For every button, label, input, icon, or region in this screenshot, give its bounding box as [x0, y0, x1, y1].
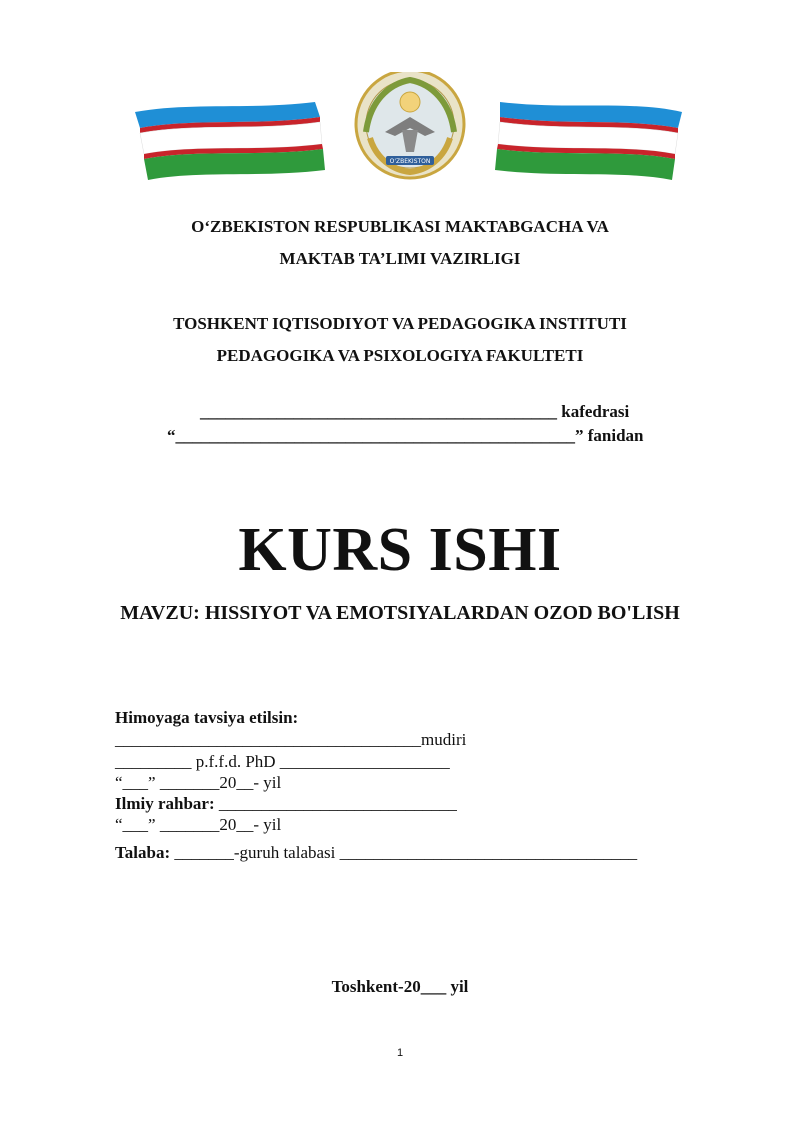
emblem-text: O'ZBEKISTON [389, 158, 431, 165]
document-title: KURS ISHI [238, 516, 562, 584]
student-line [115, 843, 637, 863]
topic-line: MAVZU: HISSIYOT VA EMOTSIYALARDAN OZOD BO'LISH [120, 602, 680, 624]
ministry-line-2: MAKTAB TA’LIMI VAZIRLIGI [279, 249, 521, 268]
page-number: 1 [396, 1047, 404, 1059]
flag-ribbon-left [135, 102, 325, 180]
recommend-label: Himoyaga tavsiya etilsin: [115, 708, 299, 727]
department-line: __________________________________________ kafedrasi [200, 402, 630, 421]
date-line-2: “___” _______20__- yil [115, 815, 282, 834]
flag-ribbon-right [495, 102, 682, 180]
head-signature-line: ____________________________________mudiri [115, 730, 467, 749]
advisor-blank: ____________________________ [214, 794, 457, 813]
phd-signature-line: _________ p.f.f.d. PhD ____________________ [115, 752, 450, 771]
ministry-line-1: O‘ZBEKISTON RESPUBLIKASI MAKTABGACHA VA [191, 217, 609, 236]
advisor-label: Ilmiy rahbar: [115, 794, 215, 813]
faculty-line: PEDAGOGIKA VA PSIXOLOGIYA FAKULTETI [216, 346, 584, 365]
institute-line-1: TOSHKENT IQTISODIYOT VA PEDAGOGIKA INSTITUTI [173, 314, 627, 333]
subject-line: “_______________________________________________” fanidan [167, 426, 644, 445]
emblem-seal [356, 72, 464, 178]
date-line-1: “___” _______20__- yil [115, 773, 282, 792]
state-emblem-banner [130, 72, 690, 184]
advisor-line [115, 794, 457, 814]
student-blank: _______-guruh talabasi ___________________________________ [170, 843, 638, 862]
city-year: Toshkent-20___ yil [331, 977, 469, 996]
student-label: Talaba: [115, 843, 171, 862]
